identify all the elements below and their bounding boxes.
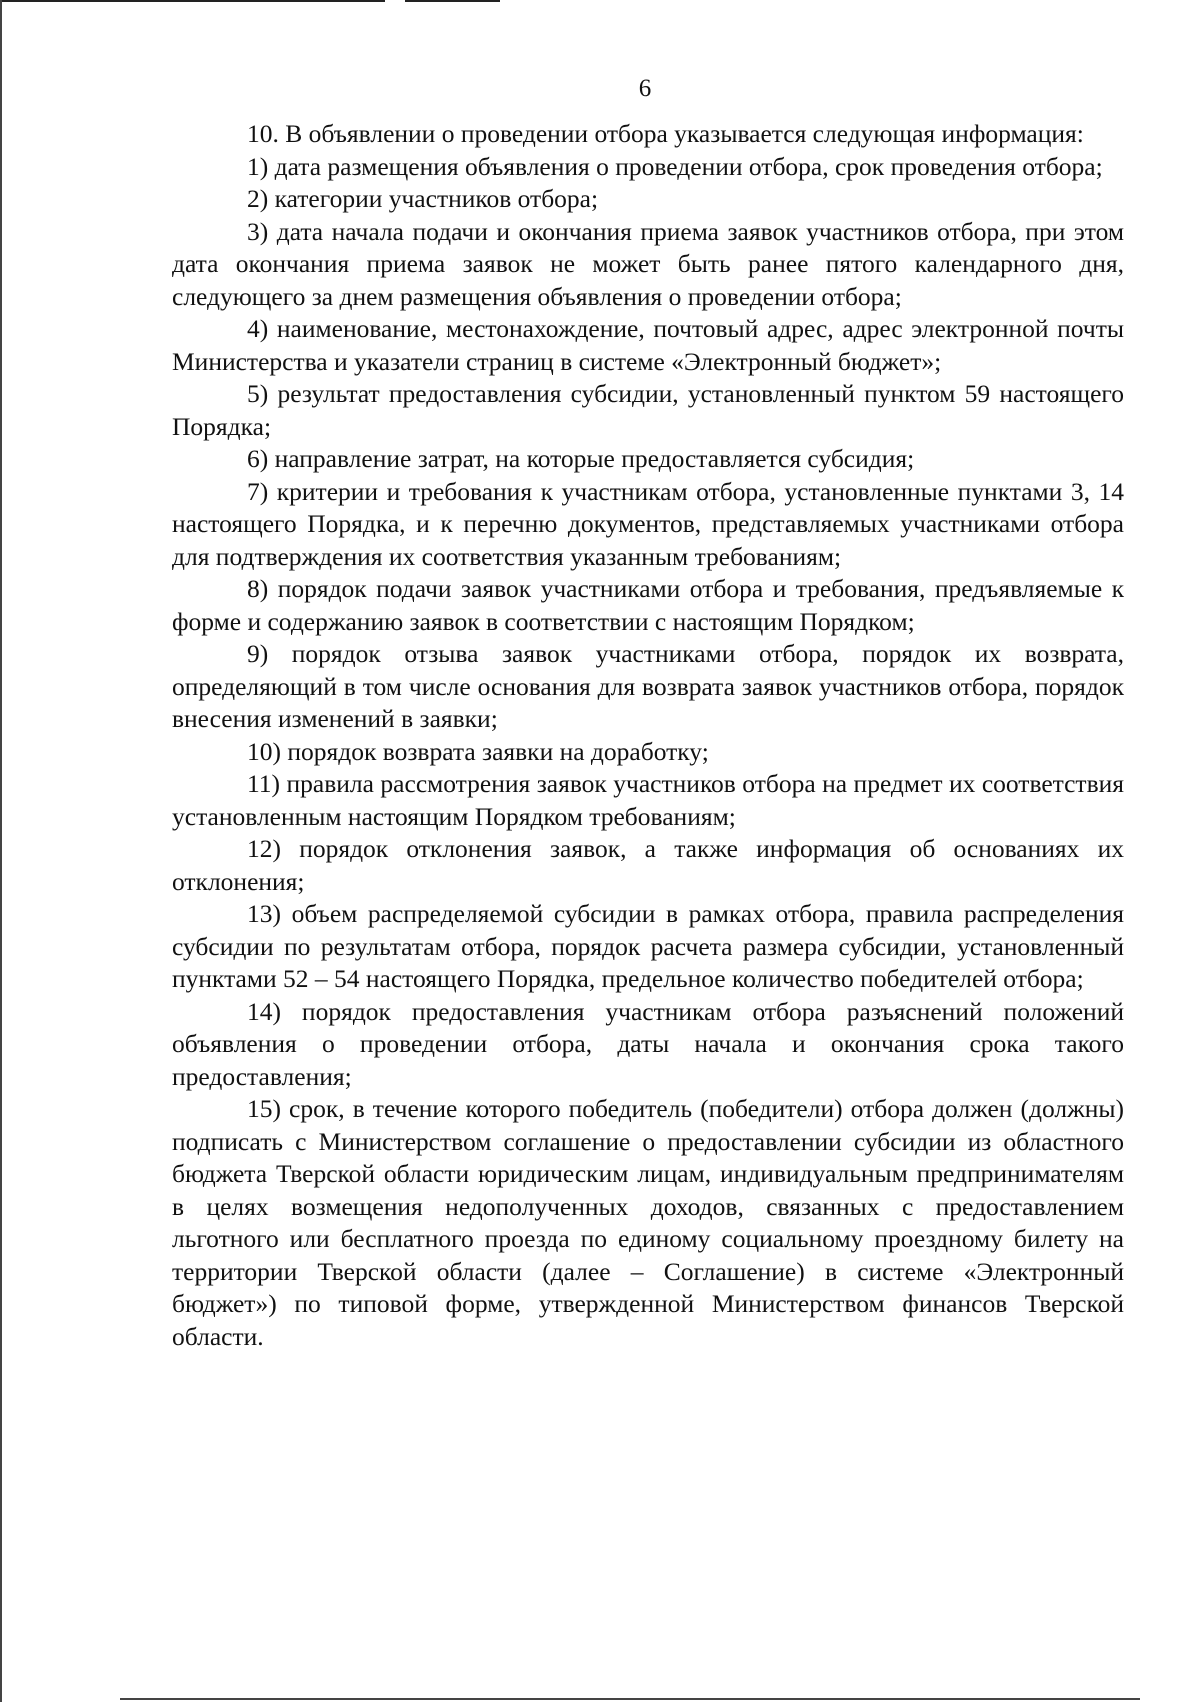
list-item-10: 10) порядок возврата заявки на доработку; — [247, 736, 709, 766]
list-item-14: 14) порядок предоставления участникам отбора разъяснений положений объявления о проведении отбора, даты начала и окончания срока такого предоставления; — [172, 996, 1124, 1091]
list-item-5: 5) результат предоставления субсидии, установленный пунктом 59 настоящего Порядка; — [172, 379, 1124, 441]
document-body — [172, 118, 1124, 1353]
list-item-11: 11) правила рассмотрения заявок участников отбора на предмет их соответствия установленным настоящим Порядком требованиям; — [172, 769, 1124, 831]
list-item-12: 12) порядок отклонения заявок, а также информация об основаниях их отклонения; — [172, 834, 1124, 896]
list-item-7: 7) критерии и требования к участникам отбора, установленные пунктами 3, 14 настоящего Порядка, и к перечню документов, представляемых участниками отбора для подтверждения их соответствия указанным требованиям; — [172, 476, 1124, 571]
scan-edge-left — [0, 0, 2, 1702]
list-item-8: 8) порядок подачи заявок участниками отбора и требования, предъявляемые к форме и содержанию заявок в соответствии с настоящим Порядком; — [172, 574, 1124, 636]
list-item-6: 6) направление затрат, на которые предоставляется субсидия; — [247, 444, 915, 473]
list-item-2: 2) категории участников отбора; — [247, 184, 599, 213]
list-item-15: 15) срок, в течение которого победитель (победители) отбора должен (должны) подписать с Министерством соглашение о предоставлении субсидии из областного бюджета Тверской области юридическим лицам, индивидуальным предпринимателям в целях возмещения недополученных доходов, связанных с предоставлением льготного или бесплатного проезда по единому социальному проездному билету на территории Тверской области (далее – Соглашение) в системе «Электронный бюджет») по типовой форме, утвержденной Министерством финансов Тверской области. — [172, 1094, 1124, 1351]
list-item-13: 13) объем распределяемой субсидии в рамках отбора, правила распределения субсидии по результатам отбора, порядок расчета размера субсидии, установленный пунктами 52 – 54 настоящего Порядка, предельное количество победителей отбора; — [172, 899, 1124, 993]
page-number: 6 — [638, 75, 652, 102]
list-item-3: 3) дата начала подачи и окончания приема заявок участников отбора, при этом дата окончания приема заявок не может быть ранее пятого календарного дня, следующего за днем размещения объявления о проведении отбора; — [172, 216, 1124, 311]
paragraph-10-heading: 10. В объявлении о проведении отбора указывается следующая информация: — [247, 119, 1084, 148]
list-item-1: 1) дата размещения объявления о проведении отбора, срок проведения отбора; — [247, 151, 1103, 181]
scan-edge-top-right — [405, 0, 500, 2]
scan-edge-top-left — [0, 0, 385, 2]
list-item-9: 9) порядок отзыва заявок участниками отбора, порядок их возврата, определяющий в том числе основания для возврата заявок участников отбора, порядок внесения изменений в заявки; — [172, 639, 1124, 733]
list-item-4: 4) наименование, местонахождение, почтовый адрес, адрес электронной почты Министерства и указатели страниц в системе «Электронный бюджет»; — [172, 314, 1124, 376]
scan-edge-bottom — [120, 1698, 1140, 1700]
